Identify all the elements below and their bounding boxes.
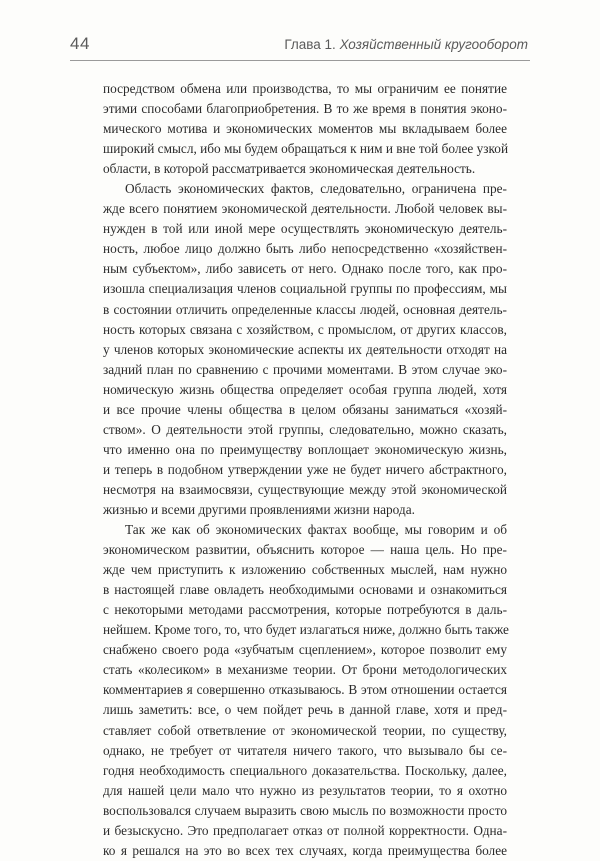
text-line: жизнью и всеми другими проявлениями жизни народа. (103, 501, 415, 517)
text-line: с некоторыми методами рассмотрения, которые потребуются в даль- (103, 602, 507, 618)
text-line: и все прочие члены общества в целом обязаны заниматься «хозяй- (103, 401, 507, 417)
text-line: комментариев я совершенно отказываюсь. В этом отношении остается (103, 682, 507, 698)
text-line: и безыскусно. Это предполагает отказ от полной корректности. Одна- (103, 822, 507, 838)
text-line: лишь заметить: все, о чем пойдет речь в данной главе, хотя и пред- (103, 702, 507, 718)
paragraph (103, 520, 507, 861)
text-line: воспользовался случаем выразить свою мысль по возможности просто (103, 802, 507, 818)
paragraph (103, 79, 507, 179)
text-line: годня необходимость специального доказательства. Поскольку, далее, (103, 762, 507, 778)
text-line: стать «колесиком» в механизме теории. От брони методологических (103, 662, 507, 678)
text-line: ным субъектом», либо зависеть от него. Однако после того, как про- (103, 261, 507, 277)
running-head (284, 37, 528, 52)
text-line: ность которых связана с хозяйством, с промыслом, от других классов, (103, 321, 507, 337)
text-line: однако, не требует от читателя ничего такого, что вызывало бы се- (103, 742, 507, 758)
header-rule (70, 60, 530, 61)
text-line: мического мотива и экономических моментов мы вкладываем более (103, 121, 507, 137)
text-line: ность, любое лицо должно быть либо непосредственно «хозяйствен- (103, 241, 507, 257)
chapter-title: Хозяйственный кругооборот (339, 37, 528, 52)
text-line: ставляет собой ответвление от экономической теории, по существу, (103, 722, 507, 738)
text-line: ко я решался на это во всех тех случаях, когда преимущества более (103, 842, 507, 858)
text-line: несмотря на взаимосвязи, существующие между этой экономической (103, 481, 507, 497)
text-line: в состоянии отличить определенные классы людей, основная деятель- (103, 301, 507, 317)
text-line: Область экономических фактов, следовательно, ограничена пре- (125, 181, 507, 197)
text-line: области, в которой рассматривается экономическая деятельность. (103, 161, 476, 177)
text-line: для нашей цели мало что нужно из результатов теории, то я охотно (103, 782, 507, 798)
text-line: широкий смысл, ибо мы будем обращаться к ним и вне той более узкой (103, 141, 509, 157)
text-line: у членов которых экономические аспекты их деятельности отходят на (103, 341, 507, 357)
text-line: в настоящей главе овладеть необходимыми основами и ознакомиться (103, 582, 507, 598)
text-line: и теперь в подобном утверждении уже не будет ничего абстрактного, (103, 461, 507, 477)
text-line: нужден в той или иной мере осуществлять экономическую деятель- (103, 221, 507, 237)
text-line: номическую жизнь общества определяет особая группа людей, хотя (103, 381, 507, 397)
text-line: ством». О деятельности этой группы, следовательно, можно сказать, (103, 421, 507, 437)
page-header (70, 32, 528, 58)
text-line: нейшем. Кроме того, то, что будет излагаться ниже, должно быть также (103, 622, 509, 638)
paragraph (103, 179, 507, 520)
text-line: посредством обмена или производства, то мы ограничим ее понятие (103, 81, 507, 96)
page-number: 44 (70, 34, 90, 53)
text-line: жде чем приступить к изложению собственных мыслей, нам нужно (103, 562, 507, 578)
text-line: снабжено своего рода «зубчатым сцеплением», которое позволит ему (103, 642, 507, 658)
chapter-label: Глава 1. (284, 37, 336, 52)
text-line: задний план по сравнению с прочими моментами. В этом случае эко- (103, 361, 507, 377)
text-line: что именно она по преимуществу воплощает экономическую жизнь, (103, 441, 507, 457)
text-line: экономическом развитии, объяснить которое — наша цель. Но пре- (103, 542, 507, 558)
text-line: этими способами благоприобретения. В то же время в понятия эконо- (103, 101, 507, 117)
text-line: изошла специализация членов социальной группы по профессиям, мы (103, 281, 507, 297)
body-text (103, 79, 507, 861)
text-line: жде всего понятием экономической деятельности. Любой человек вы- (103, 201, 507, 217)
text-line: Так же как об экономических фактах вообще, мы говорим и об (125, 522, 507, 538)
